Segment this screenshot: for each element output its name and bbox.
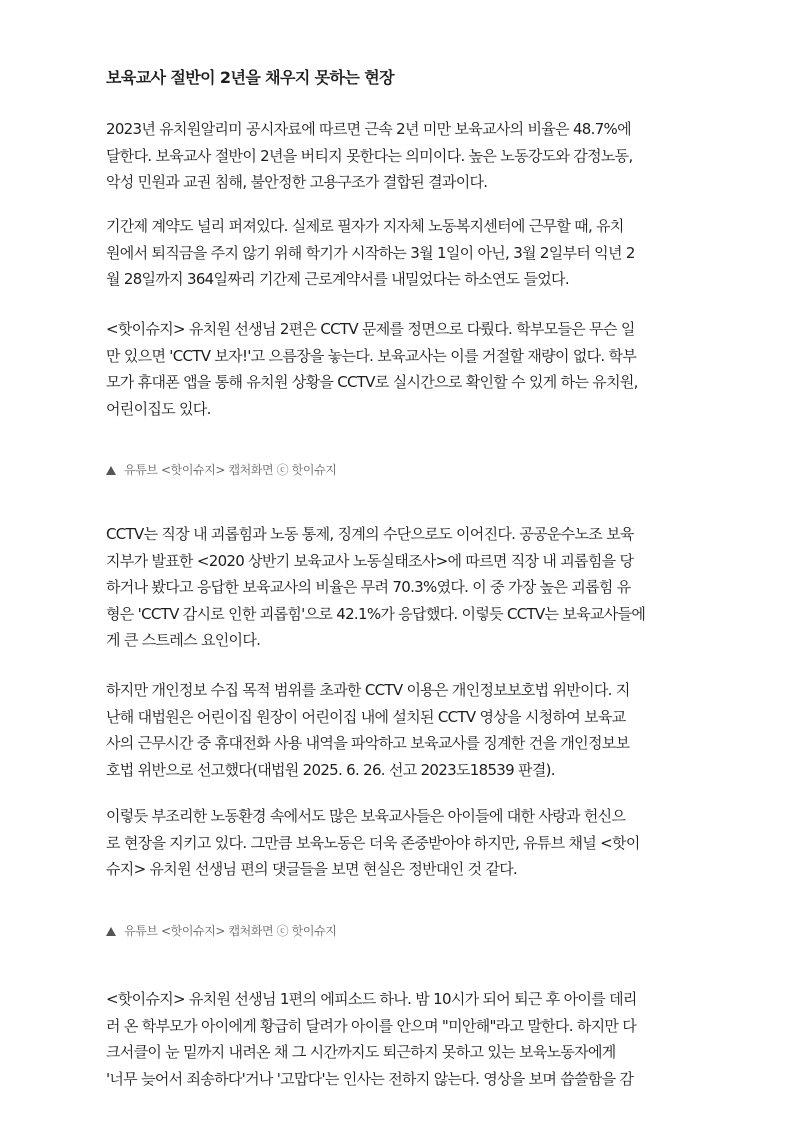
text-line: 형은 'CCTV 감시로 인한 괴롭힘'으로 42.1%가 응답했다. 이렇듯 CCTV는 보육교사들에 — [106, 604, 646, 623]
image-caption — [106, 461, 336, 479]
paragraph-teacher-dedication — [106, 803, 640, 883]
text-line: 모가 휴대폰 앱을 통해 유치원 상황을 CCTV로 실시간으로 확인할 수 있게 하는 유치원, — [106, 373, 638, 391]
caption-text: 유튜브 <핫이슈지> 캡처화면 ⓒ 핫이슈지 — [124, 924, 337, 938]
paragraph-fixed-term-contracts — [106, 213, 635, 293]
paragraph-tenure-statistics — [106, 116, 633, 196]
paragraph-privacy-law — [106, 677, 630, 783]
text-line: 달한다. 보육교사 절반이 2년을 버티지 못한다는 의미이다. 높은 노동강도와 감정노동, — [106, 146, 633, 165]
triangle-up-icon — [106, 927, 116, 936]
text-line: 호법 위반으로 선고했다(대법원 2025. 6. 26. 선고 2023도18539 판결). — [106, 760, 555, 779]
paragraph-episode-one — [106, 986, 637, 1092]
text-line: 크서클이 눈 밑까지 내려온 채 그 시간까지도 퇴근하지 못하고 있는 보육노동자에게 — [106, 1043, 616, 1061]
text-line: '너무 늦어서 죄송하다'거나 '고맙다'는 인사는 전하지 않는다. 영상을 보며 씁쓸함을 감 — [106, 1069, 634, 1088]
text-line: 난해 대법원은 어린이집 원장이 어린이집 내에 설치된 CCTV 영상을 시청하여 보육교 — [106, 707, 626, 726]
text-line: 이렇듯 부조리한 노동환경 속에서도 많은 보육교사들은 아이들에 대한 사랑과 헌신으 — [106, 807, 626, 825]
paragraph-cctv-harassment — [106, 521, 645, 654]
text-line: <핫이슈지> 유치원 선생님 2편은 CCTV 문제를 정면으로 다뤘다. 학부모들은 무슨 일 — [106, 320, 635, 338]
text-line: 러 온 학부모가 아이에게 황급히 달려가 아이를 안으며 "미안해"라고 말한다. 하지만 다 — [106, 1016, 637, 1035]
caption-text: 유튜브 <핫이슈지> 캡처화면 ⓒ 핫이슈지 — [124, 463, 337, 477]
text-line: 2023년 유치원알리미 공시자료에 따르면 근속 2년 미만 보육교사의 비율은 48.7%에 — [106, 120, 631, 138]
text-line: 악성 민원과 교권 침해, 불안정한 고용구조가 결합된 결과이다. — [106, 173, 488, 191]
text-line: 월 28일까지 364일짜리 기간제 근로계약서를 내밀었다는 하소연도 들었다. — [106, 270, 569, 288]
text-line: 슈지> 유치원 선생님 편의 댓글들을 보면 현실은 정반대인 것 같다. — [106, 860, 518, 878]
triangle-up-icon — [106, 466, 116, 475]
text-line: 원에서 퇴직금을 주지 않기 위해 학기가 시작하는 3월 1일이 아닌, 3월 2일부터 익년 2 — [106, 243, 635, 262]
text-line: 사의 근무시간 중 휴대전화 사용 내역을 파악하고 보육교사를 징계한 건을 개인정보보 — [106, 734, 630, 752]
text-line: 기간제 계약도 널리 퍼져있다. 실제로 필자가 지자체 노동복지센터에 근무할 때, 유치 — [106, 217, 624, 235]
text-line: 지부가 발표한 <2020 상반기 보육교사 노동실태조사>에 따르면 직장 내 괴롭힘을 당 — [106, 551, 634, 570]
text-line: <핫이슈지> 유치원 선생님 1편의 에피소드 하나. 밤 10시가 되어 퇴근 후 아이를 데리 — [106, 990, 637, 1008]
image-caption — [106, 922, 336, 940]
text-line: 로 현장을 지키고 있다. 그만큼 보육노동은 더욱 존중받아야 하지만, 유튜브 채널 <핫이 — [106, 833, 640, 852]
text-line: 만 있으면 'CCTV 보자!'고 으름장을 놓는다. 보육교사는 이를 거절할 재량이 없다. 학부 — [106, 346, 637, 365]
text-line: 하거나 봤다고 응답한 보육교사의 비율은 무려 70.3%였다. 이 중 가장 높은 괴롭힘 유 — [106, 578, 631, 596]
text-line: 어린이집도 있다. — [106, 399, 211, 418]
text-line: 하지만 개인정보 수집 목적 범위를 초과한 CCTV 이용은 개인정보보호법 위반이다. 지 — [106, 681, 630, 699]
text-line: 게 큰 스트레스 요인이다. — [106, 631, 261, 649]
paragraph-cctv-episode — [106, 316, 638, 422]
text-line: CCTV는 직장 내 괴롭힘과 노동 통제, 징계의 수단으로도 이어진다. 공공운수노조 보육 — [106, 525, 634, 543]
section-heading: 보육교사 절반이 2년을 채우지 못하는 현장 — [106, 68, 394, 87]
